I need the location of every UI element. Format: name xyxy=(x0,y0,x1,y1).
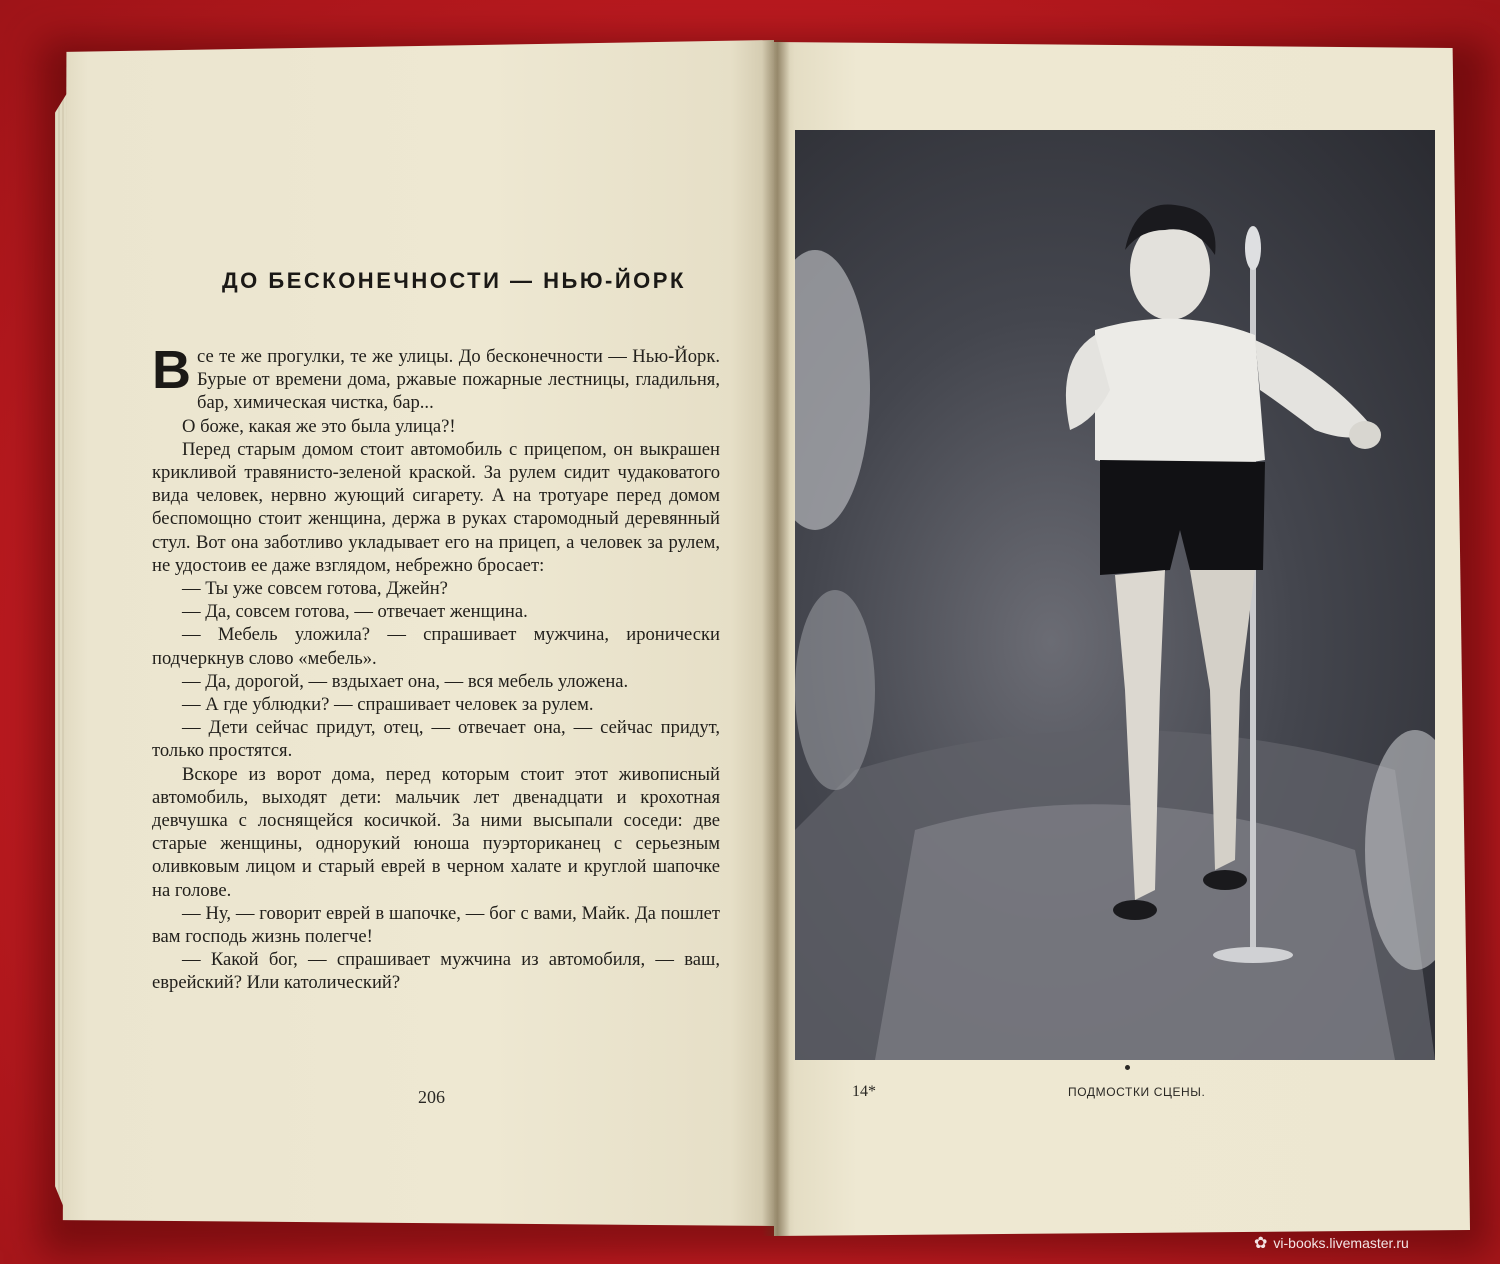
watermark-text: vi-books.livemaster.ru xyxy=(1273,1235,1409,1251)
page-dot xyxy=(1125,1065,1130,1070)
paragraph: — Да, дорогой, — вздыхает она, — вся мебель уложена. xyxy=(182,670,629,692)
photo-caption: ПОДМОСТКИ СЦЕНЫ. xyxy=(1068,1085,1206,1099)
paragraph: Перед старым домом стоит автомобиль с прицепом, он выкрашен крикливой травянисто-зеленой краской. За рулем сидит чудаковатого вида человек, нервно жующий сигарету. А на тротуаре перед домом беспомощно стоит женщина, держа в руках старомодный деревянный стул. Вот она заботливо укладывает его на прицеп, а человек за рулем, не удостоив ее даже взглядом, небрежно бросает: xyxy=(152,438,720,576)
photo-illustration xyxy=(795,130,1435,1060)
signature-mark: 14* xyxy=(852,1083,876,1100)
paragraph: Вскоре из ворот дома, перед которым стоит этот живописный автомобиль, выходят дети: мальчик лет двенадцати и крохотная девчушка с лоснящейся косичкой. За ними высыпали соседи: две старые женщины, однорукий юноша пуэрториканец с серьезным оливковым лицом и старый еврей в черном халате и круглой шапочке на голове. xyxy=(152,763,720,901)
body-text xyxy=(152,340,720,995)
watermark xyxy=(1254,1233,1409,1253)
paragraph: — Какой бог, — спрашивает мужчина из автомобиля, — ваш, еврейский? Или католический? xyxy=(152,949,720,994)
performer-photo xyxy=(795,130,1435,1060)
paragraph: О боже, какая же это была улица?! xyxy=(182,415,456,437)
drop-cap: В xyxy=(152,340,191,400)
paragraph: — Мебель уложила? — спрашивает мужчина, иронически подчеркнув слово «мебель». xyxy=(152,624,720,669)
paragraph: — А где ублюдки? — спрашивает человек за рулем. xyxy=(182,694,594,716)
paragraph: — Ты уже совсем готова, Джейн? xyxy=(182,578,448,600)
paragraph-text: се те же прогулки, те же улицы. До бесконечности — Нью-Йорк. Бурые от времени дома, ржавые пожарные лестницы, гладильня, бар, химическая чистка, бар... xyxy=(197,346,720,414)
book-gutter xyxy=(762,40,790,1236)
page-number: 206 xyxy=(418,1087,445,1107)
snowflake-icon: ✿ xyxy=(1254,1235,1268,1252)
paragraph: — Ну, — говорит еврей в шапочке, — бог с вами, Майк. Да пошлет вам господь жизнь полегче! xyxy=(152,902,720,948)
chapter-title: ДО БЕСКОНЕЧНОСТИ — НЬЮ-ЙОРК xyxy=(222,268,686,293)
paragraph: — Дети сейчас придут, отец, — отвечает она, — сейчас придут, только простятся. xyxy=(152,717,720,762)
paragraph xyxy=(152,340,720,415)
paragraph: — Да, совсем готова, — отвечает женщина. xyxy=(182,601,528,623)
